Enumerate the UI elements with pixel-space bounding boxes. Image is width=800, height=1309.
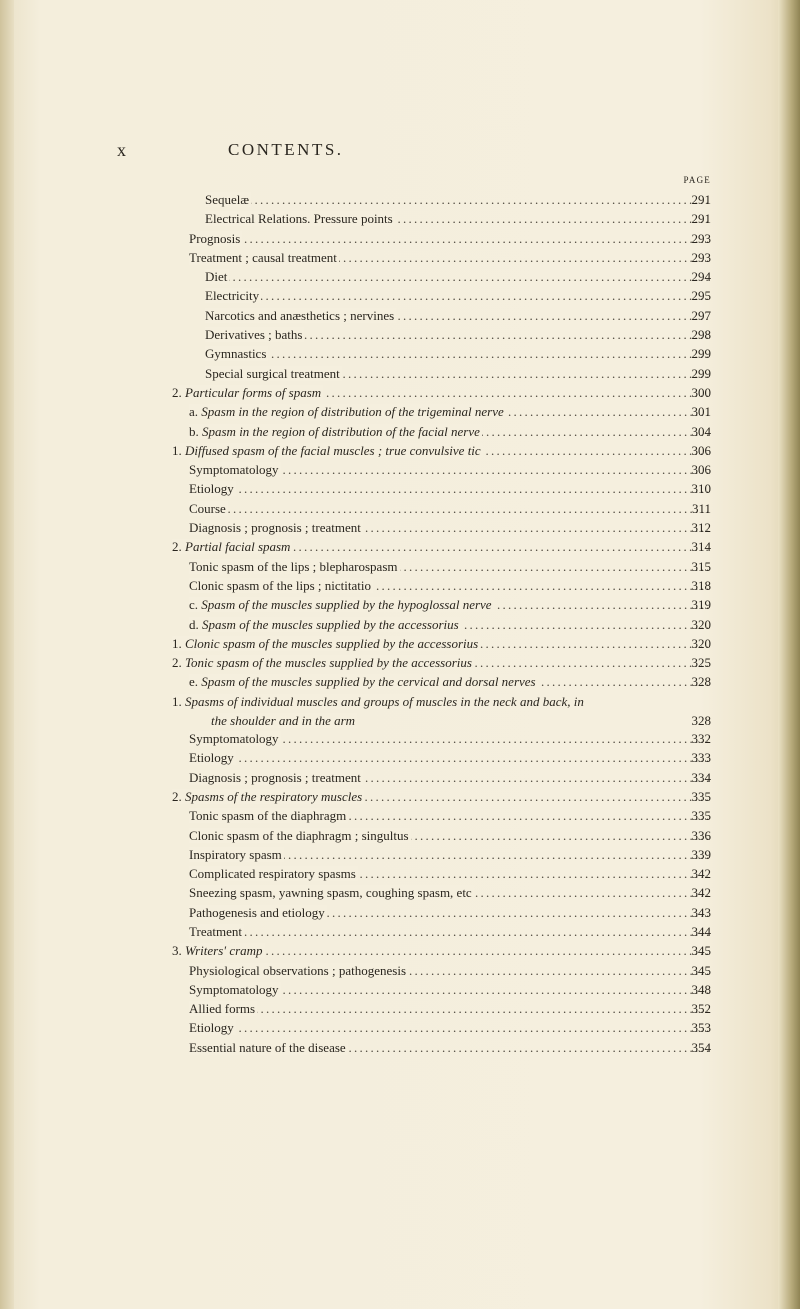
toc-entry-label <box>189 883 709 902</box>
toc-entry <box>0 325 800 344</box>
toc-entry-title: Spasm in the region of distribution of the trigeminal nerve <box>201 404 504 420</box>
toc-entry-title: Symptomatology <box>189 462 279 478</box>
toc-entry-text <box>189 924 244 939</box>
toc-entry-label <box>189 518 709 537</box>
toc-entry <box>0 922 800 941</box>
toc-entry-title: Spasm of the muscles supplied by the hypoglossal nerve <box>201 597 492 613</box>
toc-entry <box>0 518 800 537</box>
toc-entry <box>0 845 800 864</box>
toc-entry-page: 299 <box>691 346 711 362</box>
toc-entry-page: 335 <box>691 788 711 804</box>
toc-entry-page: 291 <box>691 192 711 207</box>
toc-entry-text <box>205 211 395 226</box>
toc-entry <box>0 344 800 363</box>
toc-entry-page: 306 <box>691 462 711 478</box>
toc-entry-label <box>189 615 709 634</box>
toc-entry-page: 344 <box>691 923 711 939</box>
toc-entry <box>0 692 800 711</box>
toc-entry-page: 320 <box>691 635 711 651</box>
toc-entry-label <box>189 576 709 595</box>
toc-entry <box>0 499 800 518</box>
toc-entry-title: Sneezing spasm, yawning spasm, coughing spasm, etc <box>189 885 472 901</box>
toc-entry <box>0 729 800 748</box>
toc-entry-text <box>205 327 304 342</box>
toc-entry-text <box>189 885 474 900</box>
toc-entry-label <box>189 499 709 518</box>
toc-entry-text <box>189 501 228 516</box>
toc-entry-label <box>189 922 709 941</box>
toc-entry-label <box>205 267 709 286</box>
toc-entry-title: Essential nature of the disease <box>189 1039 346 1055</box>
toc-entry-label <box>205 286 709 305</box>
toc-entry-label <box>211 711 709 730</box>
toc-entry-number: 1. <box>172 693 185 709</box>
toc-entry <box>0 787 800 806</box>
toc-entry <box>0 460 800 479</box>
toc-entry <box>0 941 800 960</box>
toc-entry <box>0 1018 800 1037</box>
toc-entry-title: Clonic spasm of the lips ; nictitatio <box>189 577 371 593</box>
toc-entry <box>0 826 800 845</box>
toc-entry-page: 332 <box>691 731 711 747</box>
toc-entry-page: 333 <box>691 750 711 766</box>
toc-entry-text <box>189 847 284 862</box>
toc-entry-page: 328 <box>691 713 711 729</box>
toc-entry-page: 334 <box>691 769 711 785</box>
toc-entry-number: 2. <box>172 539 185 555</box>
toc-entry-text <box>189 1020 236 1035</box>
toc-entry-number: 2. <box>172 384 185 400</box>
toc-entry <box>0 576 800 595</box>
toc-entry-number: d. <box>189 616 202 632</box>
toc-entry-number: 1. <box>172 635 185 651</box>
toc-entry-text <box>189 1001 257 1016</box>
toc-entry-page: 298 <box>691 327 711 343</box>
toc-entry-label <box>189 479 709 498</box>
toc-entry-label <box>189 903 709 922</box>
toc-entry-label <box>189 402 709 421</box>
toc-entry-title: Spasm of the muscles supplied by the accessorius <box>202 616 459 632</box>
toc-entry-page: 310 <box>691 481 711 497</box>
toc-entry-label <box>189 845 709 864</box>
toc-entry <box>0 557 800 576</box>
toc-entry <box>0 883 800 902</box>
toc-entry-title: Treatment <box>189 923 242 939</box>
toc-entry-label <box>172 941 709 960</box>
toc-entry-label <box>172 634 709 653</box>
toc-entry-number: 2. <box>172 655 185 671</box>
toc-entry-page: 301 <box>691 404 711 420</box>
toc-entry <box>0 209 800 228</box>
toc-entry-label <box>189 999 709 1018</box>
toc-entry-title: Special surgical treatment <box>205 365 340 381</box>
toc-entry-page: 342 <box>691 866 711 882</box>
toc-entry-label <box>189 864 709 883</box>
toc-entry-page: 325 <box>691 655 711 671</box>
toc-entry-text <box>189 750 236 765</box>
toc-entry-title: Diet <box>205 269 228 285</box>
toc-entry-number: a. <box>189 404 202 420</box>
toc-entry-label <box>205 364 709 383</box>
toc-entry-page: 300 <box>691 384 711 400</box>
toc-entry-title: Pathogenesis and etiology <box>189 904 325 920</box>
toc-entry-text <box>189 578 373 593</box>
toc-entry-title: Physiological observations ; pathogenesis <box>189 962 407 978</box>
toc-entry-text <box>172 539 292 554</box>
toc-entry <box>0 711 800 729</box>
toc-entry-label <box>189 768 709 787</box>
toc-entry-text <box>172 655 474 670</box>
toc-entry-title: Prognosis <box>189 230 241 246</box>
toc-entry-label <box>189 422 709 441</box>
toc-entry-page: 353 <box>691 1020 711 1036</box>
toc-entry-text <box>172 443 483 458</box>
toc-entry <box>0 903 800 922</box>
toc-entry-page: 336 <box>691 827 711 843</box>
toc-entry-label <box>172 383 709 402</box>
toc-entry-page: 295 <box>691 288 711 304</box>
toc-entry-number: 3. <box>172 943 185 959</box>
toc-entry-text <box>189 617 461 632</box>
toc-entry-number: c. <box>189 597 202 613</box>
toc-entry-text <box>172 943 265 958</box>
toc-entry-title: Complicated respiratory spasms <box>189 866 356 882</box>
toc-entry-label <box>205 306 709 325</box>
toc-entry-page: 293 <box>691 249 711 265</box>
toc-entry <box>0 306 800 325</box>
toc-entry-page: 294 <box>691 269 711 285</box>
toc-entry-label <box>172 787 709 806</box>
toc-entry-title: Spasms of individual muscles and groups of muscles in the neck and back, in <box>185 693 584 709</box>
toc-entry-label <box>189 595 709 614</box>
toc-entry-title: Etiology <box>189 1020 234 1036</box>
toc-entry-label <box>189 229 709 248</box>
toc-entry-title: Symptomatology <box>189 981 279 997</box>
toc-entry-page: 299 <box>691 365 711 381</box>
toc-entry-label <box>172 653 709 672</box>
page-number: x <box>117 140 127 160</box>
toc-entry-title: Tonic spasm of the diaphragm <box>189 808 347 824</box>
toc-entry-title: Electricity <box>205 288 260 304</box>
toc-entry <box>0 615 800 634</box>
toc-entry-text <box>189 520 363 535</box>
toc-entry <box>0 653 800 672</box>
toc-entry-label <box>189 672 709 691</box>
toc-entry <box>0 248 800 267</box>
toc-entry-title: Etiology <box>189 750 234 766</box>
toc-entry-page: 314 <box>691 539 711 555</box>
toc-entry-title: Spasms of the respiratory muscles <box>185 788 363 804</box>
toc-entry-page: 345 <box>691 962 711 978</box>
toc-entry-label <box>172 537 709 556</box>
toc-entry-text <box>172 789 364 804</box>
toc-entry-label <box>189 1038 709 1057</box>
toc-entry-label <box>189 961 709 980</box>
toc-entry-number: b. <box>189 423 202 439</box>
toc-entry-text <box>205 366 342 381</box>
toc-entry-title: Treatment ; causal treatment <box>189 249 337 265</box>
toc-entry-title: Tonic spasm of the muscles supplied by the accessorius <box>185 655 472 671</box>
toc-entry-text <box>189 828 411 843</box>
toc-entry-title: Clonic spasm of the muscles supplied by the accessorius <box>185 635 479 651</box>
toc-entry-page: 328 <box>691 674 711 690</box>
toc-entry-label <box>205 325 709 344</box>
toc-entry-text <box>189 963 408 978</box>
toc-entry <box>0 267 800 286</box>
toc-entry-text <box>189 250 339 265</box>
toc-entry-page: 343 <box>691 904 711 920</box>
toc-entry-label <box>189 729 709 748</box>
toc-entry-title: Spasm in the region of distribution of the facial nerve <box>202 423 480 439</box>
toc-entry-page: 354 <box>691 1039 711 1055</box>
toc-entry-title: Allied forms <box>189 1001 256 1017</box>
table-of-contents <box>0 190 800 1057</box>
toc-entry-text <box>189 424 482 439</box>
toc-entry-text <box>189 462 281 477</box>
toc-entry-text <box>189 905 327 920</box>
toc-entry-number: 2. <box>172 788 185 804</box>
toc-entry-text <box>205 346 268 361</box>
toc-entry-title: Partial facial spasm <box>185 539 291 555</box>
toc-entry-label <box>189 826 709 845</box>
toc-entry-page: 318 <box>691 577 711 593</box>
toc-entry-page: 315 <box>691 558 711 574</box>
toc-entry-title: Writers' cramp <box>185 943 263 959</box>
toc-entry <box>0 595 800 614</box>
toc-entry <box>0 364 800 383</box>
toc-entry <box>0 961 800 980</box>
toc-entry-text <box>205 192 251 207</box>
toc-entry-text <box>205 288 261 303</box>
toc-entry <box>0 672 800 691</box>
toc-entry-text <box>172 385 323 400</box>
toc-entry-text <box>189 559 400 574</box>
toc-entry-text <box>189 731 281 746</box>
toc-entry-title: Diffused spasm of the facial muscles ; true convulsive tic <box>185 442 481 458</box>
toc-entry-label <box>189 1018 709 1037</box>
running-header <box>0 140 800 164</box>
toc-entry-title: Etiology <box>189 481 234 497</box>
toc-entry <box>0 1038 800 1057</box>
toc-entry-label <box>205 190 709 209</box>
toc-entry-title: Derivatives ; baths <box>205 327 303 343</box>
toc-entry-text <box>189 866 358 881</box>
toc-entry-number: 1. <box>172 442 185 458</box>
toc-entry-page: 348 <box>691 981 711 997</box>
toc-entry <box>0 980 800 999</box>
toc-entry-label <box>172 692 720 711</box>
toc-entry-text <box>189 1040 348 1055</box>
toc-entry-label <box>189 748 709 767</box>
toc-entry <box>0 441 800 460</box>
toc-entry-title: Particular forms of spasm <box>185 384 322 400</box>
toc-entry-text <box>205 269 229 284</box>
toc-entry-page: 320 <box>691 616 711 632</box>
toc-entry <box>0 402 800 421</box>
toc-entry-text <box>172 694 586 709</box>
toc-entry-label <box>189 248 709 267</box>
toc-entry-page: 352 <box>691 1001 711 1017</box>
toc-entry-text <box>211 713 357 728</box>
toc-entry-text <box>189 597 494 612</box>
toc-entry-title: Narcotics and anæsthetics ; nervines <box>205 307 395 323</box>
page-title: CONTENTS. <box>228 140 344 159</box>
toc-entry-title: Electrical Relations. Pressure points <box>205 211 393 227</box>
toc-entry-label <box>172 441 709 460</box>
toc-entry-number: e. <box>189 674 202 690</box>
toc-entry-page: 335 <box>691 808 711 824</box>
toc-entry-title: Inspiratory spasm <box>189 846 282 862</box>
toc-entry-title: Spasm of the muscles supplied by the cervical and dorsal nerves <box>201 674 536 690</box>
toc-entry <box>0 229 800 248</box>
toc-entry-text <box>189 481 236 496</box>
toc-entry-text <box>189 404 506 419</box>
toc-entry-text <box>189 770 363 785</box>
toc-entry-title: Diagnosis ; prognosis ; treatment <box>189 520 361 536</box>
toc-entry <box>0 864 800 883</box>
toc-entry-label <box>189 460 709 479</box>
toc-entry <box>0 748 800 767</box>
toc-entry-label <box>205 209 709 228</box>
toc-entry <box>0 537 800 556</box>
toc-entry <box>0 383 800 402</box>
toc-entry-page: 291 <box>691 211 711 227</box>
toc-entry-page: 311 <box>691 500 711 516</box>
toc-entry-page: 312 <box>691 520 711 536</box>
toc-entry <box>0 286 800 305</box>
toc-entry-title: Clonic spasm of the diaphragm ; singultus <box>189 827 409 843</box>
toc-entry-page: 339 <box>691 846 711 862</box>
toc-entry-title: Tonic spasm of the lips ; blepharospasm <box>189 558 398 574</box>
toc-entry <box>0 806 800 825</box>
toc-entry-page: 293 <box>691 230 711 246</box>
toc-entry-text <box>189 231 242 246</box>
toc-entry <box>0 190 800 209</box>
toc-entry <box>0 999 800 1018</box>
toc-entry-text <box>189 808 348 823</box>
toc-entry-label <box>205 344 709 363</box>
toc-entry-page: 345 <box>691 943 711 959</box>
toc-entry <box>0 422 800 441</box>
toc-entry-text <box>189 982 281 997</box>
toc-entry-label <box>189 557 709 576</box>
toc-entry-text <box>205 308 396 323</box>
toc-entry-title: Sequelæ <box>205 192 250 207</box>
toc-entry-title: Gymnastics <box>205 346 267 362</box>
page-column-label: PAGE <box>683 175 711 185</box>
toc-entry-page: 306 <box>691 442 711 458</box>
toc-entry-page: 319 <box>691 597 711 613</box>
toc-entry-title: Symptomatology <box>189 731 279 747</box>
toc-entry-page: 297 <box>691 307 711 323</box>
toc-entry <box>0 634 800 653</box>
toc-entry <box>0 479 800 498</box>
toc-entry-page: 342 <box>691 885 711 901</box>
toc-entry-label <box>189 806 709 825</box>
toc-entry-title: Diagnosis ; prognosis ; treatment <box>189 769 361 785</box>
toc-entry-label <box>189 980 709 999</box>
toc-entry-title: Course <box>189 500 226 516</box>
toc-entry-page: 304 <box>691 423 711 439</box>
toc-entry-text <box>189 674 538 689</box>
toc-entry-text <box>172 636 480 651</box>
toc-entry-title: the shoulder and in the arm <box>211 713 356 729</box>
toc-entry <box>0 768 800 787</box>
